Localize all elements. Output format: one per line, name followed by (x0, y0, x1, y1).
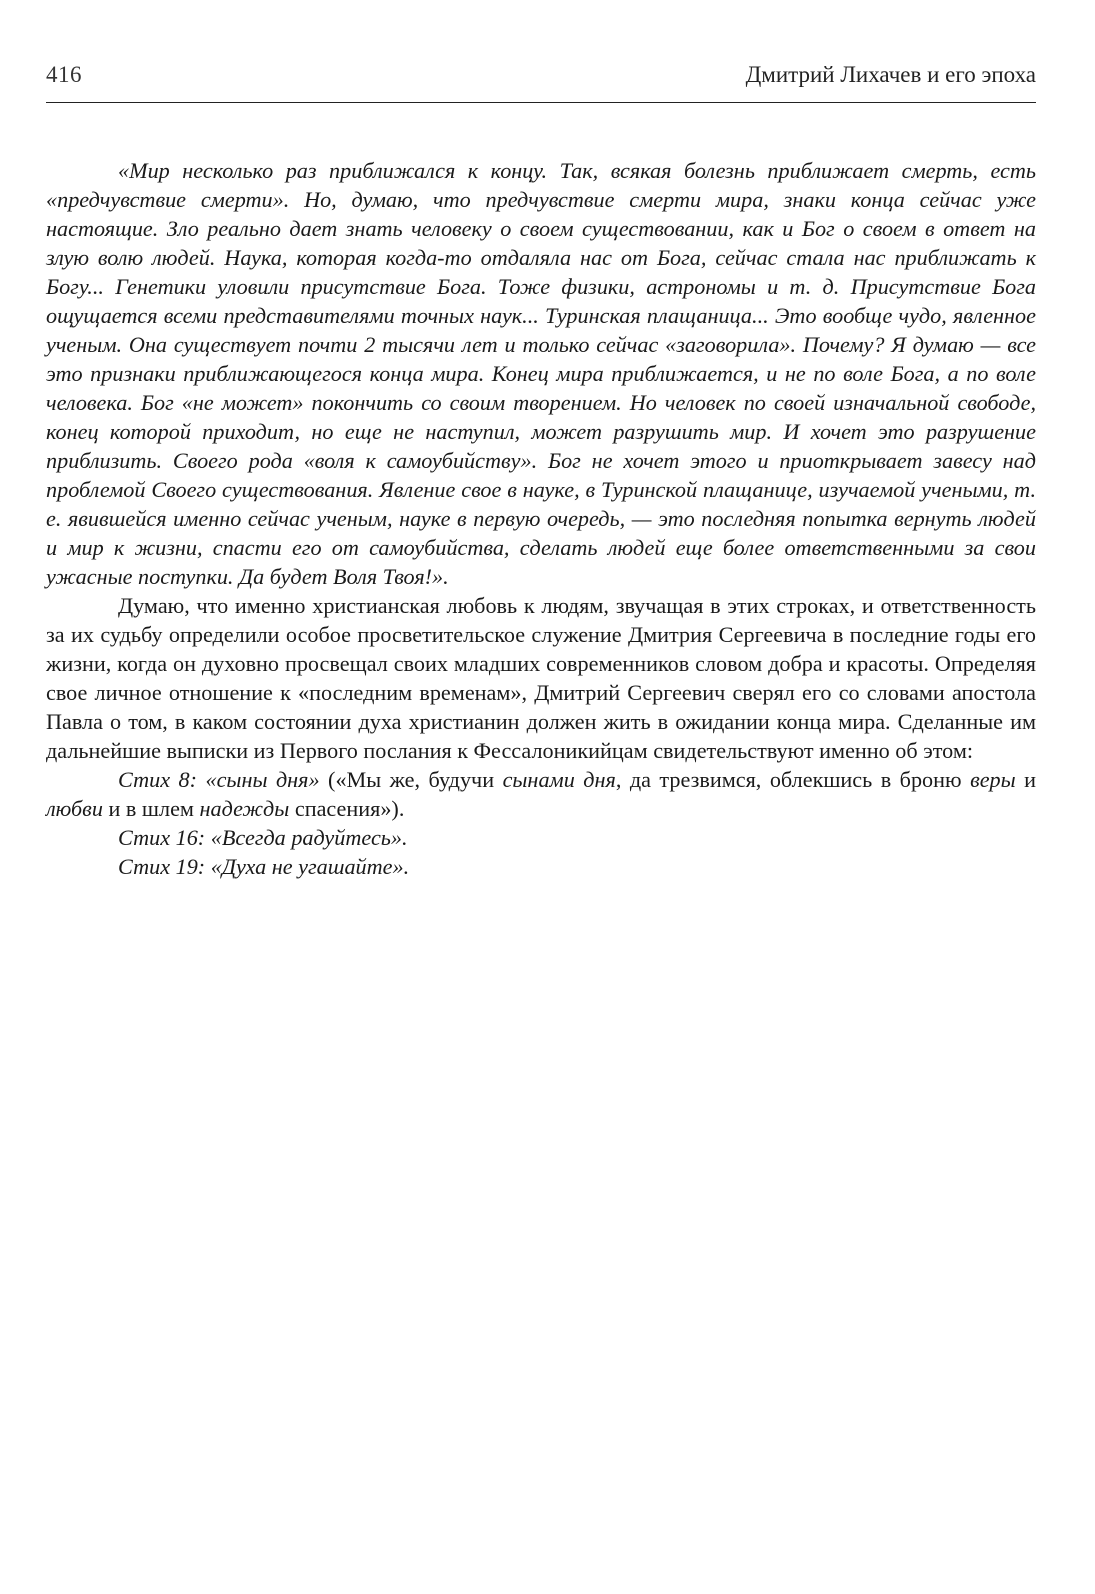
verse-8-emph-3: любви (46, 796, 103, 821)
verse-8-text-2: , да трезвимся, облекшись в броню (615, 767, 971, 792)
running-head (46, 62, 1036, 103)
book-title: Дмитрий Лихачев и его эпоха (745, 62, 1036, 87)
verse-8 (46, 765, 1036, 823)
verse-8-text-4: и в шлем (102, 796, 200, 821)
verse-8-text-5: спасения»). (289, 796, 405, 821)
body-text (46, 156, 1036, 881)
verse-8-emph-4: надежды (199, 796, 290, 821)
verse-16: Стих 16: «Всегда радуйтесь». (118, 825, 408, 850)
verse-8-label: Стих 8: «сыны дня» (118, 767, 320, 792)
verse-19: Стих 19: «Духа не угашайте». (118, 854, 410, 879)
page-number: 416 (46, 62, 82, 87)
verse-8-emph-1: сынами дня (502, 767, 616, 792)
verse-8-text-3: и (1015, 767, 1037, 792)
verse-8-text-1: («Мы же, будучи (319, 767, 503, 792)
verse-8-emph-2: веры (970, 767, 1016, 792)
quote-paragraph: «Мир несколько раз приближался к концу. Так, всякая болезнь приближает смерть, есть «предчувствие смерти». Но, думаю, что предчувствие смерти мира, знаки конца сейчас уже настоящие. Зло реально дает знать человеку о своем существовании, как и Бог о своем в ответ на злую волю людей. Наука, которая когда-то отдаляла нас от Бога, сейчас стала нас приближать к Богу... Генетики уловили присутствие Бога. Тоже физики, астрономы и т. д. Присутствие Бога ощущается всеми представителями точных наук... Туринская плащаница... Это вообще чудо, явленное ученым. Она существует почти 2 тысячи лет и только сейчас «заговорила». Почему? Я думаю — все это признаки приближающегося конца мира. Конец мира приближается, и не по воле Бога, а по воле человека. Бог «не может» покончить со своим творением. Но человек по своей изначальной свободе, конец которой приходит, но еще не наступил, может разрушить мир. И хочет это разрушение приблизить. Своего рода «воля к самоубийству». Бог не хочет этого и приоткрывает завесу над проблемой Своего существования. Явление свое в науке, в Туринской плащанице, изучаемой учеными, т. е. явившейся именно сейчас ученым, науке в первую очередь, — это последняя попытка вернуть людей и мир к жизни, спасти его от самоубийства, сделать людей еще более ответственными за свои ужасные поступки. Да будет Воля Твоя!». (46, 158, 1036, 589)
body-paragraph: Думаю, что именно христианская любовь к людям, звучащая в этих строках, и ответственность за их судьбу определили особое просветительское служение Дмитрия Сергеевича в последние годы его жизни, когда он духовно просвещал своих младших современников словом добра и красоты. Определяя свое личное отношение к «последним временам», Дмитрий Сергеевич сверял его со словами апостола Павла о том, в каком состоянии духа христианин должен жить в ожидании конца мира. Сделанные им дальнейшие выписки из Первого послания к Фессалоникийцам свидетельствуют именно об этом: (46, 593, 1036, 763)
